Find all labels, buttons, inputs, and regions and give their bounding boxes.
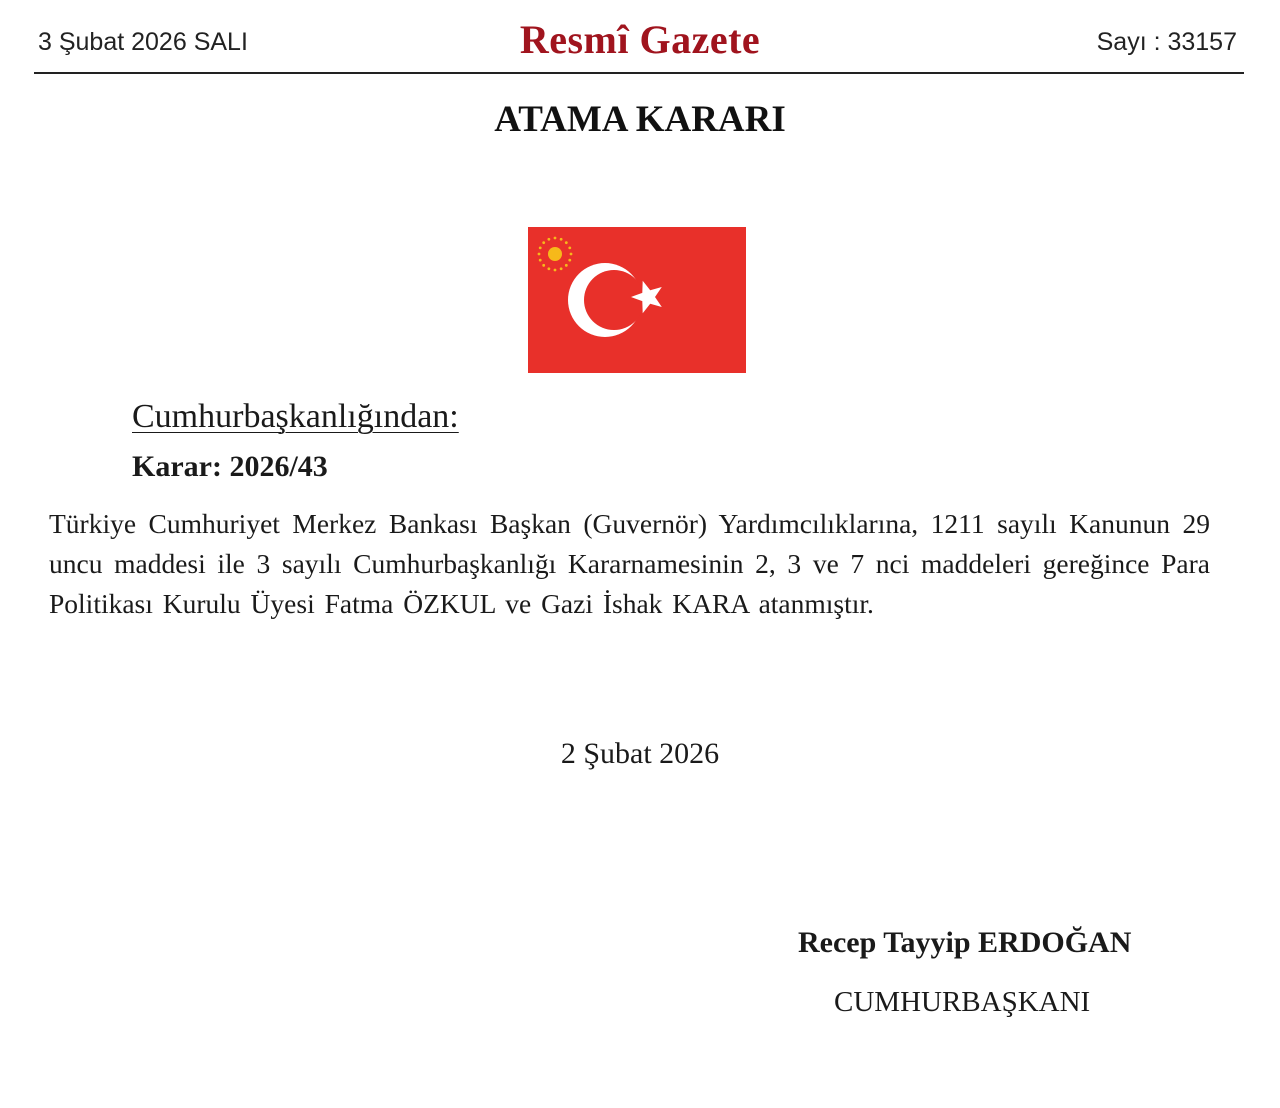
turkish-flag-icon — [528, 227, 746, 373]
emblem-star — [547, 267, 550, 270]
emblem-star — [568, 259, 571, 262]
emblem-star — [542, 264, 545, 267]
emblem-star — [554, 237, 557, 240]
document-title: ATAMA KARARI — [494, 99, 786, 140]
issue-number: Sayı : 33157 — [1096, 28, 1237, 56]
masthead: Resmî Gazete — [519, 17, 761, 62]
emblem-star — [542, 241, 545, 244]
emblem-star — [568, 246, 571, 249]
emblem-star — [565, 241, 568, 244]
emblem-star — [560, 267, 563, 270]
emblem-star — [554, 269, 557, 272]
emblem-star — [570, 253, 573, 256]
emblem-star — [538, 253, 541, 256]
issue-date: 3 Şubat 2026 SALI — [38, 28, 248, 56]
decision-number: Karar: 2026/43 — [132, 450, 328, 483]
signatory-title: CUMHURBAŞKANI — [834, 986, 1091, 1018]
decision-body: Türkiye Cumhuriyet Merkez Bankası Başkan (Guvernör) Yardımcılıklarına, 1211 sayılı Kanunun 29 uncu maddesi ile 3 sayılı Cumhurbaşkanlığı Kararnamesinin 2, 3 ve 7 nci maddeleri gereğince Para Politikası Kurulu Üyesi Fatma ÖZKUL ve Gazi İshak KARA atanmıştır. — [49, 508, 1210, 619]
emblem-star — [539, 246, 542, 249]
emblem-star — [539, 259, 542, 262]
signatory-name: Recep Tayyip ERDOĞAN — [798, 926, 1132, 959]
emblem-star — [565, 264, 568, 267]
decision-date: 2 Şubat 2026 — [560, 737, 720, 770]
emblem-star — [547, 238, 550, 241]
header-divider — [34, 72, 1244, 74]
emblem-star — [560, 238, 563, 241]
issuer: Cumhurbaşkanlığından: — [132, 398, 459, 435]
